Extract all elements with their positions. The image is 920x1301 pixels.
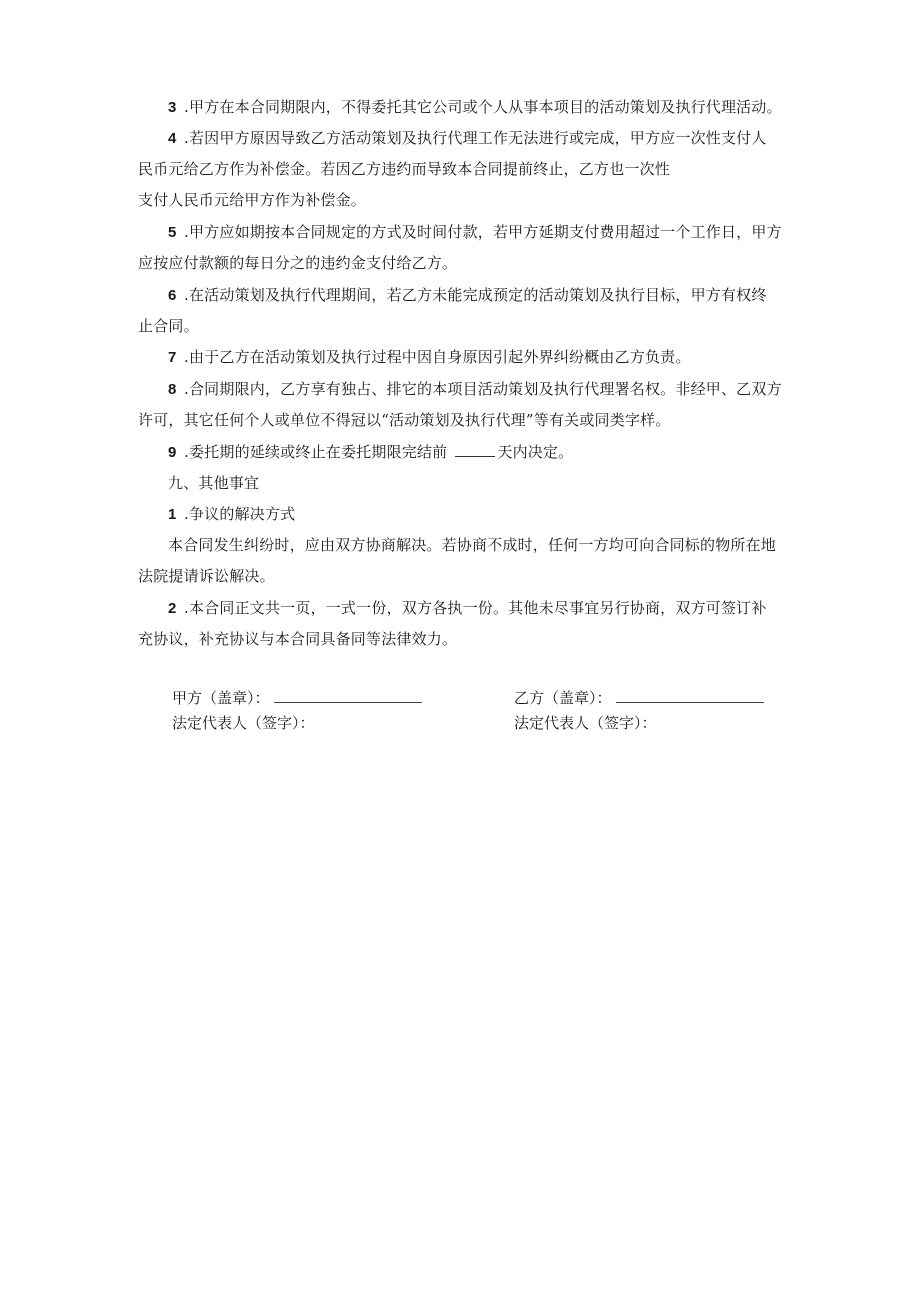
clause-number: 6 — [168, 287, 177, 304]
clause-4-continued: 支付人民币元给甲方作为补偿金。 — [138, 191, 367, 209]
party-a-rep — [172, 713, 315, 733]
clause-9 — [168, 442, 573, 463]
party-b-seal — [514, 688, 764, 708]
clause-text: .合同期限内，乙方享有独占、排它的本项目活动策划及执行代理署名权。非经甲、乙双方 — [184, 380, 782, 398]
clause-number: 5 — [168, 224, 177, 241]
clause-number: 2 — [168, 600, 177, 617]
subclause-2 — [168, 598, 767, 619]
clause-number: 1 — [168, 506, 177, 523]
clause-number: 9 — [168, 444, 177, 461]
clause-text: .甲方在本合同期限内，不得委托其它公司或个人从事本项目的活动策划及执行代理活动。 — [184, 98, 782, 116]
clause-4 — [168, 128, 767, 149]
clause-text: .甲方应如期按本合同规定的方式及时间付款，若甲方延期支付费用超过一个工作日，甲方 — [184, 223, 782, 241]
party-a-seal-label: 甲方（盖章）： — [172, 689, 270, 707]
clause-text: .争议的解决方式 — [184, 505, 296, 523]
subclause-1-body-continued: 法院提请诉讼解决。 — [138, 567, 275, 585]
party-a-seal — [172, 688, 422, 708]
clause-text: .本合同正文共一页，一式一份，双方各执一份。其他未尽事宜另行协商，双方可签订补 — [184, 599, 767, 617]
clause-5-continued: 应按应付款额的每日分之的违约金支付给乙方。 — [138, 254, 458, 272]
clause-number: 3 — [168, 99, 177, 116]
party-b-seal-label: 乙方（盖章）： — [514, 689, 612, 707]
subclause-1-body: 本合同发生纠纷时，应由双方协商解决。若协商不成时，任何一方均可向合同标的物所在地 — [168, 536, 777, 554]
subclause-1 — [168, 504, 295, 525]
clause-number: 4 — [168, 130, 177, 147]
clause-6-continued: 止合同。 — [138, 317, 199, 335]
clause-7 — [168, 347, 691, 368]
clause-3 — [168, 97, 782, 118]
clause-text-end: 天内决定。 — [497, 443, 574, 461]
party-b-rep-label: 法定代表人（签字）： — [514, 714, 657, 732]
clause-number: 8 — [168, 381, 177, 398]
clause-text: .在活动策划及执行代理期间，若乙方未能完成预定的活动策划及执行目标，甲方有权终 — [184, 286, 767, 304]
clause-8-continued: 许可，其它任何个人或单位不得冠以“活动策划及执行代理”等有关或同类字样。 — [138, 411, 671, 429]
section-heading: 九、其他事宜 — [168, 474, 260, 492]
subclause-2-continued: 充协议，补充协议与本合同具备同等法律效力。 — [138, 630, 458, 648]
clause-text: .委托期的延续或终止在委托期限完结前 — [184, 443, 448, 461]
party-a-rep-label: 法定代表人（签字）： — [172, 714, 315, 732]
clause-number: 7 — [168, 349, 177, 366]
days-blank — [455, 442, 495, 457]
clause-8 — [168, 379, 782, 400]
clause-text: .若因甲方原因导致乙方活动策划及执行代理工作无法进行或完成，甲方应一次性支付人 — [184, 129, 767, 147]
party-b-seal-field[interactable] — [616, 688, 764, 703]
clause-5 — [168, 222, 782, 243]
party-a-seal-field[interactable] — [274, 688, 422, 703]
clause-text: .由于乙方在活动策划及执行过程中因自身原因引起外界纠纷概由乙方负责。 — [184, 348, 691, 366]
party-b-rep — [514, 713, 657, 733]
clause-4-continued: 民币元给乙方作为补偿金。若因乙方违约而导致本合同提前终止，乙方也一次性 — [138, 160, 671, 178]
clause-6 — [168, 285, 767, 306]
